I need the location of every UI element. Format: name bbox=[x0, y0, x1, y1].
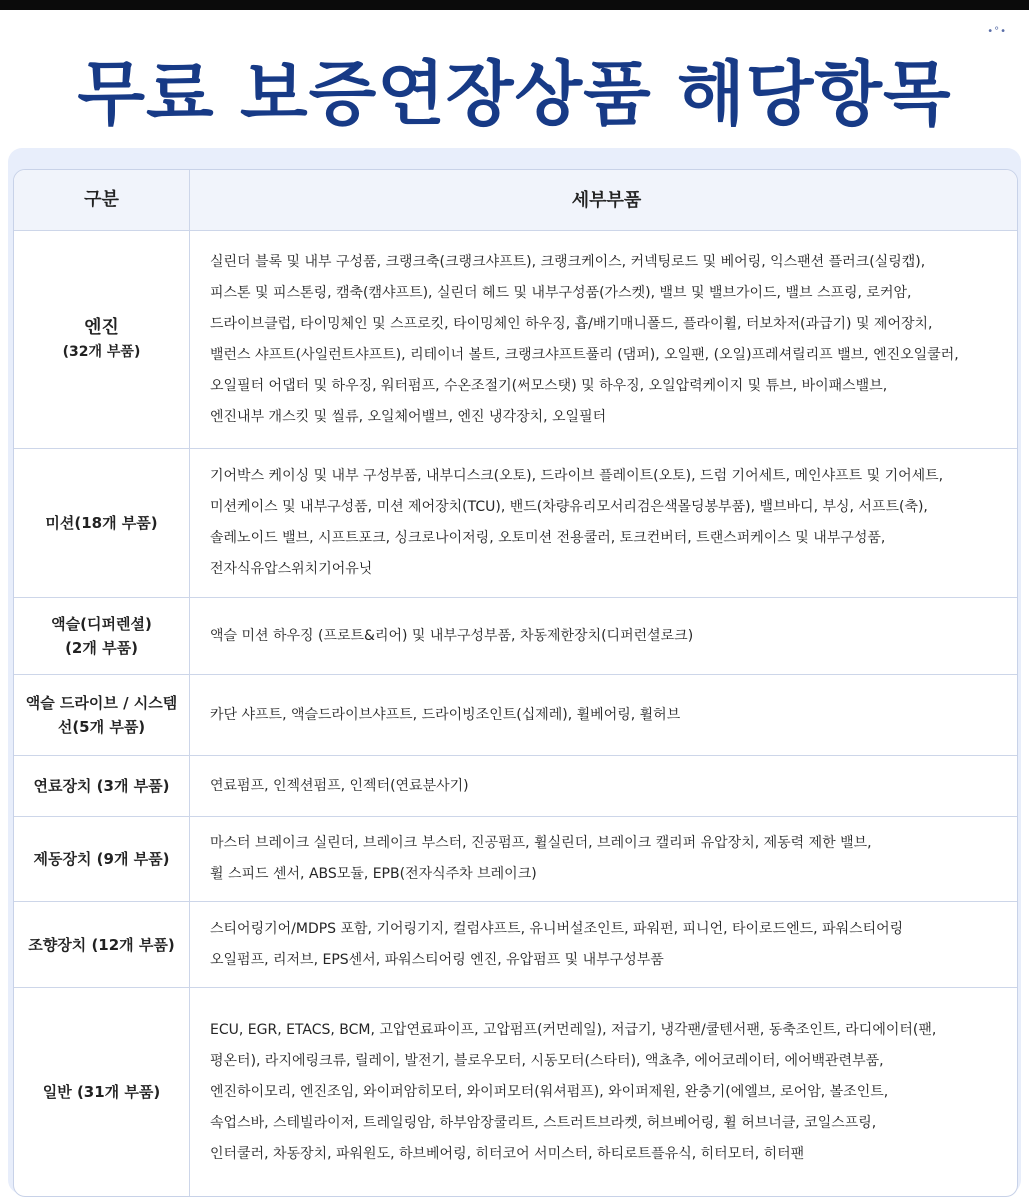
category-name: 일반 (31개 부품) bbox=[42, 1083, 161, 1101]
category-name: 엔진 bbox=[84, 316, 119, 338]
details-text: 카단 샤프트, 액슬드라이브샤프트, 드라이빙조인트(십제레), 휠베어링, 휠허브 bbox=[210, 706, 681, 723]
top-black-bar bbox=[0, 0, 1029, 10]
category-cell bbox=[14, 231, 190, 448]
details-text: 스티어링기어/MDPS 포함, 기어링기지, 컬럼샤프트, 유니버설조인트, 파워펀, 피니언, 타이로드엔드, 파워스티어링 오일펌프, 리저브, EPS센서, 파워스티어링 엔진, 유압펌프 및 내부구성부품 bbox=[210, 920, 904, 968]
details-cell bbox=[190, 675, 1017, 755]
details-cell bbox=[190, 756, 1017, 816]
details-text: ECU, EGR, ETACS, BCM, 고압연료파이프, 고압펌프(커먼레일), 저급기, 냉각팬/쿨텐서팬, 동축조인트, 라디에이터(팬, 평온터), 라지에링크류, 릴레이, 발전기, 블로우모터, 시동모터(스타터), 액쵸추, 에어코레이터, 에어백관련부품, 엔진하이모리, 엔진조임, 와이퍼암히모터, 와이퍼모터(워셔펌프), 와이퍼제원, 완충기(에엘브, 로어암, 볼조인트, 속업스바, 스테빌라이저, 트레일링암, 하부암장쿨리트, 스트러트브라켓, 허브베어링, 휠 허브너클, 코일스프링, 인터쿨러, 차동장치, 파워원도, 하브베어링, 히터코어 서미스터, 하티로트플유식, 히터모터, 히터팬 bbox=[210, 1021, 937, 1162]
category-count: (32개 부품) bbox=[62, 343, 141, 360]
category-count: (2개 부품) bbox=[65, 639, 138, 657]
category-cell bbox=[14, 598, 190, 674]
category-name: 액슬(디퍼렌셜) bbox=[51, 615, 152, 633]
details-text: 기어박스 케이싱 및 내부 구성부품, 내부디스크(오토), 드라이브 플레이트(오토), 드럼 기어세트, 메인샤프트 및 기어세트, 미션케이스 및 내부구성품, 미션 제어장치(TCU), 밴드(차량유리모서리검은색몰딩봉부품), 밸브바디, 부싱, 서프트(축), 솔레노이드 밸브, 시프트포크, 싱크로나이저링, 오토미션 전용쿨러, 토크컨버터, 트랜스퍼케이스 및 내부구성품, 전자식유압스위치기어유닛 bbox=[210, 468, 944, 577]
table-row-steering bbox=[14, 902, 1017, 988]
corner-dots-icon: •°• bbox=[987, 26, 1007, 37]
table-row-brake bbox=[14, 817, 1017, 902]
details-text: 마스터 브레이크 실린더, 브레이크 부스터, 진공펌프, 휠실린더, 브레이크 캘리퍼 유압장치, 제동력 제한 밸브, 휠 스피드 센서, ABS모듈, EPB(전자식주차 브레이크) bbox=[210, 835, 872, 882]
warranty-table bbox=[13, 169, 1018, 1197]
details-cell bbox=[190, 902, 1017, 987]
category-cell bbox=[14, 675, 190, 755]
table-row-axle-differential bbox=[14, 598, 1017, 675]
category-name: 제동장치 (9개 부품) bbox=[33, 850, 170, 868]
details-text: 연료펌프, 인젝션펌프, 인젝터(연료분사기) bbox=[210, 777, 469, 794]
column-header-details: 세부부품 bbox=[571, 189, 642, 211]
category-name: 조향장치 (12개 부품) bbox=[28, 935, 175, 954]
category-cell bbox=[14, 817, 190, 901]
category-count: 선(5개 부품) bbox=[57, 718, 146, 736]
details-cell bbox=[190, 598, 1017, 674]
category-cell bbox=[14, 902, 190, 987]
category-cell bbox=[14, 449, 190, 597]
details-text: 액슬 미션 하우징 (프로트&리어) 및 내부구성부품, 차동제한장치(디퍼런셜로크) bbox=[210, 627, 694, 644]
table-row-axle-drive bbox=[14, 675, 1017, 756]
details-text: 실린더 블록 및 내부 구성품, 크랭크축(크랭크샤프트), 크랭크케이스, 커넥팅로드 및 베어링, 익스팬션 플러크(실링캡), 피스톤 및 피스톤링, 캠축(캠샤프트), 실린더 헤드 및 내부구성품(가스켓), 밸브 및 밸브가이드, 밸브 스프링, 로커암, 드라이브클럽, 타이밍체인 및 스프로킷, 타이밍체인 하우징, 흡/배기매니폴드, 플라이휠, 터보차저(과급기) 및 제어장치, 밸런스 샤프트(사일런트샤프트), 리테이너 볼트, 크랭크샤프트풀리 (댐퍼), 오일팬, (오일)프레셔릴리프 밸브, 엔진오일쿨러, 오일필터 어댑터 및 하우징, 워터펌프, 수온조절기(써모스탯) 및 하우징, 오일압력케이지 및 튜브, 바이패스밸브, 엔진내부 개스킷 및 씰류, 오일체어밸브, 엔진 냉각장치, 오일필터 bbox=[210, 253, 959, 425]
category-name: 미션(18개 부품) bbox=[45, 514, 158, 532]
category-name: 액슬 드라이브 / 시스템 bbox=[25, 694, 178, 712]
category-cell bbox=[14, 756, 190, 816]
table-row-fuel bbox=[14, 756, 1017, 817]
page-title: 무료 보증연장상품 해당항목 bbox=[77, 53, 952, 135]
details-cell bbox=[190, 231, 1017, 448]
table-header-row bbox=[14, 170, 1017, 231]
category-cell bbox=[14, 988, 190, 1196]
table-row-engine bbox=[14, 231, 1017, 449]
table-row-general bbox=[14, 988, 1017, 1196]
category-name: 연료장치 (3개 부품) bbox=[33, 777, 170, 795]
table-row-transmission bbox=[14, 449, 1017, 598]
column-header-category: 구분 bbox=[14, 170, 190, 230]
details-cell bbox=[190, 817, 1017, 901]
details-cell bbox=[190, 988, 1017, 1196]
details-cell bbox=[190, 449, 1017, 597]
